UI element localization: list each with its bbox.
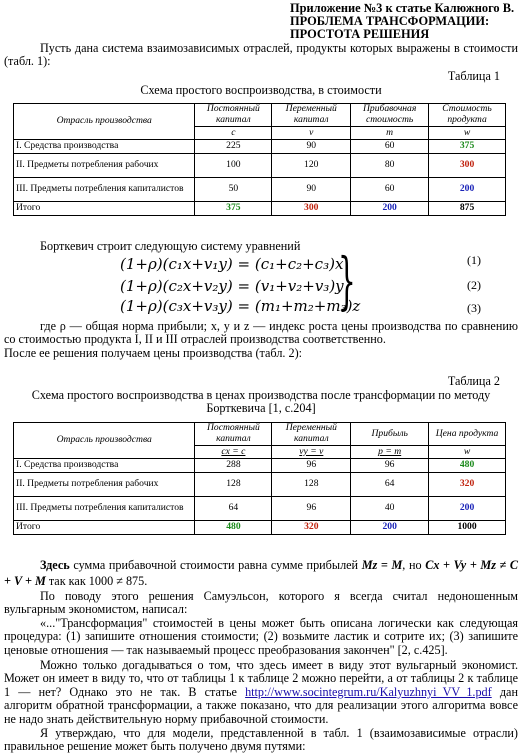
equation-3 — [120, 297, 360, 316]
table-row — [14, 154, 506, 178]
eq-left: (1+ρ)(c₁x+v₁y) — [120, 255, 233, 273]
cell: 90 — [272, 140, 351, 154]
table1-label: Таблица 1 — [447, 69, 500, 83]
cell: 200 — [351, 521, 429, 535]
cell: 375 — [429, 140, 506, 154]
table2-head-col4: Цена продукта — [429, 423, 506, 446]
equation-number: (1) — [467, 253, 481, 267]
intro-paragraph: Пусть дана система взаимозависимых отраслей, продукты которых выражены в стоимости (табл. 1): — [4, 41, 518, 69]
table-row — [14, 497, 506, 521]
where-paragraph: где ρ — общая норма прибыли; x, y и z — индекс роста цены производства по сравнению со стоимостью продукта I, II и III отраслей производства соответственно. — [4, 319, 518, 347]
guess-text-a: Можно только догадываться о том, что здесь имеет в виду этот вульгарный экономист. Может он имеет в виду то, что от таблицы 1 к таблице 2 можно перейти, а от таблицы 2 к таблице 1 — нет? Однако это не так. В статье — [4, 658, 518, 699]
table-row — [14, 459, 506, 473]
eq-left: (1+ρ)(c₂x+v₂y) — [120, 277, 233, 295]
sum-text-1: сумма прибавочной стоимости равна сумме прибылей — [69, 558, 362, 572]
cell: 1000 — [429, 521, 506, 535]
cell: 225 — [195, 140, 272, 154]
eq-right: = (c₁+c₂+c₃)x — [237, 255, 344, 273]
table2-caption-2: Борткевича [1, с.204] — [206, 401, 316, 415]
cell: 300 — [429, 154, 506, 178]
table-row — [14, 521, 506, 535]
table-row — [14, 202, 506, 216]
cell: 480 — [195, 521, 272, 535]
sum-lead: Здесь — [40, 558, 70, 572]
table2 — [13, 422, 506, 535]
sum-text-3: так как 1000 ≠ 875. — [45, 574, 148, 588]
cell: 50 — [195, 178, 272, 202]
row-name: III. Предметы потребления капиталистов — [14, 178, 195, 202]
table2-caption-1: Схема простого воспроизводства в ценах производства после трансформации по методу — [31, 388, 491, 402]
cell: 480 — [429, 459, 506, 473]
row-name: II. Предметы потребления рабочих — [14, 473, 195, 497]
bortkevich-line: Борткевич строит следующую систему уравнений — [40, 239, 301, 253]
quote-paragraph: «..."Трансформация" стоимостей в цены может быть описана логически как следующая процедура: (1) запишите отношения стоимости; (2) возьмите ластик и сотрите их; (3) запишите ценовые отношения — так называемый процесс преобразования закончен" [2, с.425]. — [4, 616, 518, 657]
table1-head-col1: Постоянный капитал — [195, 104, 272, 127]
sum-paragraph — [4, 557, 518, 589]
equation-2 — [120, 277, 344, 296]
row-name: Итого — [14, 202, 195, 216]
cell: 875 — [429, 202, 506, 216]
after-paragraph: После ее решения получаем цены производства (табл. 2): — [4, 346, 303, 360]
header-line-1: Приложение №3 к статье Калюжного В. — [290, 1, 515, 15]
formula-sum: Cx + Vy + Mz ≠ — [425, 558, 507, 572]
table-row — [14, 178, 506, 202]
cell: 300 — [272, 202, 351, 216]
table-row — [14, 140, 506, 154]
table2-head-col2: Переменный капитал — [272, 423, 351, 446]
equation-number: (3) — [467, 301, 481, 315]
final-paragraph: Я утверждаю, что для модели, представленной в табл. 1 (взаимозависимые отрасли) правильное решение может быть получено двумя путями: — [4, 726, 518, 754]
table2-head-col1: Постоянный капитал — [195, 423, 272, 446]
formula-mz: Mz = M — [361, 558, 403, 572]
cell: 200 — [429, 178, 506, 202]
cell: 128 — [195, 473, 272, 497]
cell: 64 — [351, 473, 429, 497]
equation-number: (2) — [467, 278, 481, 292]
table-row — [14, 473, 506, 497]
table1-head-col4: Стоимость продукта — [429, 104, 506, 127]
cell: 96 — [272, 459, 351, 473]
cell: 90 — [272, 178, 351, 202]
cell: 96 — [351, 459, 429, 473]
brace-icon: } — [338, 244, 356, 317]
article-link[interactable]: http://www.socintegrum.ru/Kalyuzhnyi_VV_1.pdf — [245, 684, 492, 699]
cell: 288 — [195, 459, 272, 473]
cell: 64 — [195, 497, 272, 521]
cell: 60 — [351, 140, 429, 154]
cell: 80 — [351, 154, 429, 178]
sum-text-2: , но — [402, 558, 426, 572]
row-name: I. Средства производства — [14, 459, 195, 473]
table2-head-col3: Прибыль — [351, 423, 429, 446]
cell: 120 — [272, 154, 351, 178]
cell: 200 — [429, 497, 506, 521]
cell: 128 — [272, 473, 351, 497]
table1-symbol: m — [351, 127, 429, 140]
cell: 96 — [272, 497, 351, 521]
table2-symbol: vy = v — [272, 446, 351, 459]
cell: 100 — [195, 154, 272, 178]
cell: 200 — [351, 202, 429, 216]
table2-symbol: w — [429, 446, 506, 459]
row-name: Итого — [14, 521, 195, 535]
row-name: I. Средства производства — [14, 140, 195, 154]
cell: 375 — [195, 202, 272, 216]
table2-label: Таблица 2 — [447, 374, 500, 388]
cell: 320 — [429, 473, 506, 497]
eq-right: = (v₁+v₂+v₃)y — [237, 277, 344, 295]
table1-symbol: c — [195, 127, 272, 140]
guess-paragraph — [4, 659, 518, 726]
cell: 40 — [351, 497, 429, 521]
table2-symbol: p = m — [351, 446, 429, 459]
equation-1 — [120, 255, 343, 274]
header-line-3: ПРОСТОТА РЕШЕНИЯ — [290, 27, 430, 41]
row-name: III. Предметы потребления капиталистов — [14, 497, 195, 521]
cell: 60 — [351, 178, 429, 202]
guess-text-b: дан алгоритм обратной трансформации, а также показано, что для реализации этого алгоритма вовсе не надо знать действительную норму прибавочной стоимости. — [4, 684, 518, 726]
samuelson-paragraph: По поводу этого решения Самуэльсон, которого я всегда считал недоношенным вульгарным экономистом, написал: — [4, 589, 518, 617]
table1-head-branch: Отрасль производства — [14, 104, 195, 140]
table1 — [13, 103, 506, 216]
eq-left: (1+ρ)(c₃x+v₃y) — [120, 297, 233, 315]
cell: 320 — [272, 521, 351, 535]
formula-cvm: C + V + M — [4, 558, 519, 588]
table2-symbol: cx = c — [195, 446, 272, 459]
table2-head-branch: Отрасль производства — [14, 423, 195, 459]
table1-head-col3: Прибавочная стоимость — [351, 104, 429, 127]
table1-symbol: v — [272, 127, 351, 140]
table1-symbol: w — [429, 127, 506, 140]
eq-right: = (m₁+m₂+m₃)z — [237, 297, 361, 315]
document-header — [290, 2, 520, 41]
row-name: II. Предметы потребления рабочих — [14, 154, 195, 178]
table1-head-col2: Переменный капитал — [272, 104, 351, 127]
table1-caption: Схема простого воспроизводства, в стоимости — [140, 83, 382, 97]
header-line-2: ПРОБЛЕМА ТРАНСФОРМАЦИИ: — [290, 14, 490, 28]
